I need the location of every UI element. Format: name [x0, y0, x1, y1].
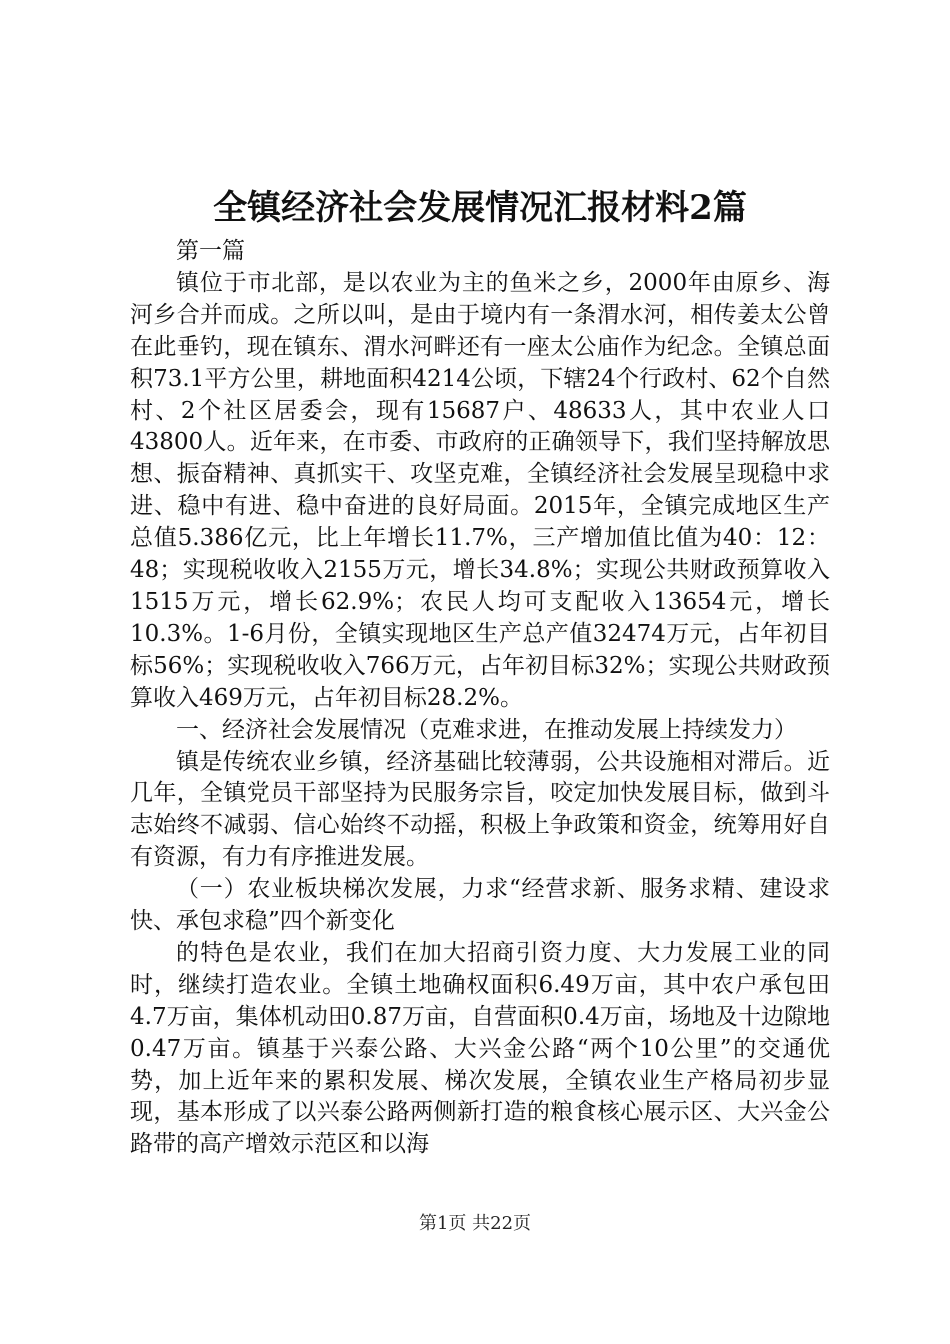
document-body: [130, 236, 830, 1161]
body-paragraph: 镇是传统农业乡镇，经济基础比较薄弱，公共设施相对滞后。近几年，全镇党员干部坚持为民服务宗旨，咬定加快发展目标，做到斗志始终不减弱、信心始终不动摇，积极上争政策和资金，统筹用好自有资源，有力有序推进发展。: [130, 748, 830, 871]
section-heading: 一、经济社会发展情况（克难求进，在推动发展上持续发力）: [176, 716, 797, 743]
subsection-heading: （一）农业板块梯次发展，力求“经营求新、服务求精、建设求快、承包求稳”四个新变化: [130, 876, 830, 935]
body-paragraph: 的特色是农业，我们在加大招商引资力度、大力发展工业的同时，继续打造农业。全镇土地确权面积6.49万亩，其中农户承包田4.7万亩，集体机动田0.87万亩，自营面积0.4万亩，场地及十边隙地0.47万亩。镇基于兴泰公路、大兴金公路“两个10公里”的交通优势，加上近年来的累积发展、梯次发展，全镇农业生产格局初步显现，基本形成了以兴泰公路两侧新打造的粮食核心展示区、大兴金公路带的高产增效示范区和以海: [130, 939, 830, 1158]
document-title: 全镇经济社会发展情况汇报材料2篇: [213, 188, 747, 228]
section-label: 第一篇: [176, 238, 245, 264]
body-paragraph: 镇位于市北部，是以农业为主的鱼米之乡，2000年由原乡、海河乡合并而成。之所以叫，是由于境内有一条渭水河，相传姜太公曾在此垂钓，现在镇东、渭水河畔还有一座太公庙作为纪念。全镇总面积73.1平方公里，耕地面积4214公顷，下辖24个行政村、62个自然村、2个社区居委会，现有15687户、48633人，其中农业人口43800人。近年来，在市委、市政府的正确领导下，我们坚持解放思想、振奋精神、真抓实干、攻坚克难，全镇经济社会发展呈现稳中求进、稳中有进、稳中奋进的良好局面。2015年，全镇完成地区生产总值5.386亿元，比上年增长11.7%，三产增加值比值为40：12：48；实现税收收入2155万元，增长34.8%；实现公共财政预算收入1515万元，增长62.9%；农民人均可支配收入13654元，增长10.3%。1-6月份，全镇实现地区生产总产值32474万元，占年初目标56%；实现税收收入766万元，占年初目标32%；实现公共财政预算收入469万元，占年初目标28.2%。: [130, 269, 830, 711]
page-footer: 第1页 共22页: [418, 1213, 532, 1234]
